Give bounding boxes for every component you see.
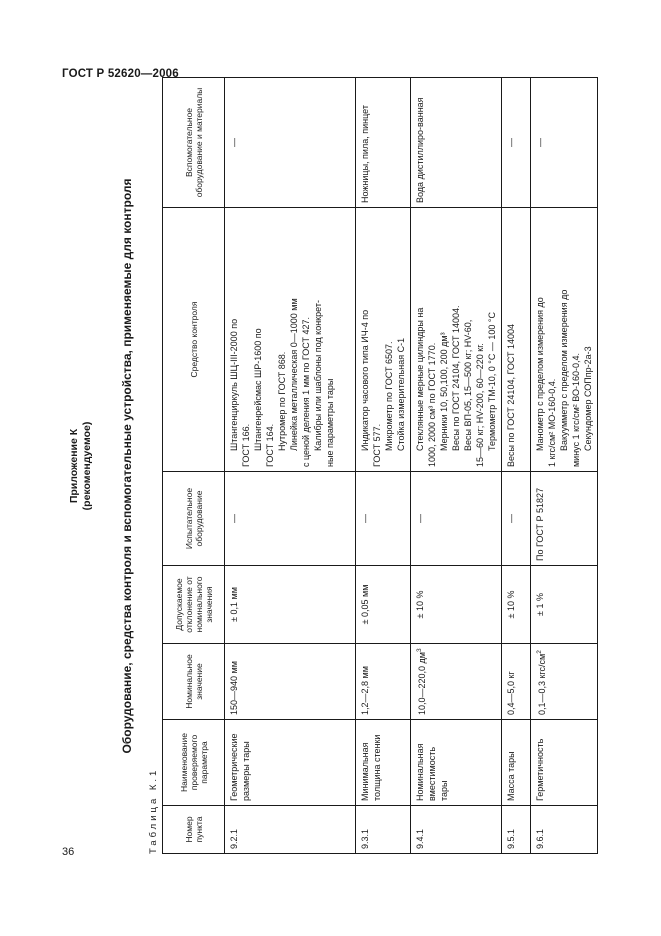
document-code: ГОСТ Р 52620—2006 — [62, 68, 179, 80]
cell-clause: 9.3.1 — [356, 806, 411, 854]
cell-nominal — [411, 644, 502, 720]
control-line: минус 1 кгс/см² ВО-160-0,4. — [571, 352, 581, 467]
cell-control-means — [225, 208, 356, 472]
cell-nominal: 1,2—2,8 мм — [356, 644, 411, 720]
cell-clause: 9.2.1 — [225, 806, 356, 854]
cell-clause: 9.6.1 — [531, 806, 598, 854]
cell-test-equipment: — — [356, 472, 411, 566]
nominal-value: 0,1—0,3 кгс/см — [537, 653, 547, 715]
table-header-row — [163, 78, 225, 854]
table-row — [502, 78, 531, 854]
cell-test-equipment: — — [225, 472, 356, 566]
nominal-superscript: 3 — [416, 648, 423, 653]
control-line: 1000, 2000 см³ по ГОСТ 1770. — [427, 342, 437, 467]
table-caption: Таблица К.1 — [148, 767, 159, 854]
table-row — [356, 78, 411, 854]
cell-test-equipment: — — [411, 472, 502, 566]
control-line: Весы ВП-05, 15—500 кг; HV-60, — [463, 319, 473, 451]
col-header-auxiliary: Вспомогательное оборудование и материалы — [163, 78, 225, 208]
control-line: Манометр с пределом измерения до — [535, 297, 545, 451]
cell-auxiliary: — — [502, 78, 531, 208]
cell-tolerance: ± 0,1 мм — [225, 566, 356, 644]
control-line: ГОСТ 577. — [372, 423, 382, 467]
control-line: Вакуумметр с пределом измерения до — [559, 289, 569, 451]
cell-tolerance: ± 10 % — [502, 566, 531, 644]
control-line: Весы по ГОСТ 24104, ГОСТ 14004 — [506, 323, 516, 467]
cell-parameter: Масса тары — [502, 720, 531, 806]
cell-test-equipment: — — [502, 472, 531, 566]
control-line: с ценой деления 1 мм по ГОСТ 427. — [301, 317, 311, 467]
cell-tolerance: ± 10 % — [411, 566, 502, 644]
col-header-clause: Номер пункта — [163, 806, 225, 854]
control-line: ГОСТ 166. — [241, 423, 251, 467]
page-number: 36 — [62, 846, 75, 858]
table-row — [225, 78, 356, 854]
col-header-tolerance: Допускаемое отклонение от номинального значения — [163, 566, 225, 644]
control-line: Линейка металлическая 0—1000 мм — [289, 298, 299, 451]
cell-control-means — [502, 208, 531, 472]
rotated-page-content — [62, 78, 593, 854]
col-header-nominal: Номинальное значение — [163, 644, 225, 720]
control-line: Штангенрейсмас ШР-1600 по — [253, 328, 263, 451]
cell-auxiliary: — — [225, 78, 356, 208]
cell-tolerance: ± 0,05 мм — [356, 566, 411, 644]
equipment-table — [162, 77, 598, 854]
col-header-parameter: Наименование проверяемого параметра — [163, 720, 225, 806]
cell-test-equipment: По ГОСТ Р 51827 — [531, 472, 598, 566]
table-row — [531, 78, 598, 854]
control-line: ГОСТ 164. — [265, 423, 275, 467]
cell-nominal — [531, 644, 598, 720]
cell-parameter: Герметичность — [531, 720, 598, 806]
control-line: Стеклянные мерные цилиндры на — [415, 307, 425, 451]
control-line: ные параметры тары — [325, 378, 335, 467]
control-line: Индикатор часового типа ИЧ-4 по — [360, 309, 370, 451]
cell-parameter: Геометрические размеры тары — [225, 720, 356, 806]
control-line: 1 кгс/см² МО-160-0,4. — [547, 378, 557, 467]
control-line: 15—60 кг; HV-200, 60—220 кг. — [475, 343, 485, 467]
cell-nominal: 0,4—5,0 кг — [502, 644, 531, 720]
col-header-test-equipment: Испытательное оборудование — [163, 472, 225, 566]
control-line: Секундомер СОПпр-2а-3 — [583, 346, 593, 451]
cell-auxiliary: — — [531, 78, 598, 208]
cell-control-means — [356, 208, 411, 472]
control-line: Мерники 10, 50,100, 200 дм³ — [439, 332, 449, 451]
control-line: Нутромер по ГОСТ 868. — [277, 351, 287, 451]
annex-heading: Оборудование, средства контроля и вспомогательные устройства, применяемые для контроля — [120, 178, 134, 754]
cell-control-means — [531, 208, 598, 472]
control-line: Стойка измерительная С-1 — [396, 337, 406, 451]
annex-subtitle: (рекомендуемое) — [81, 421, 93, 511]
cell-clause: 9.4.1 — [411, 806, 502, 854]
cell-tolerance: ± 1 % — [531, 566, 598, 644]
col-header-control-means: Средство контроля — [163, 208, 225, 472]
control-line: Микрометр по ГОСТ 6507. — [384, 341, 394, 451]
control-line: Весы по ГОСТ 24104, ГОСТ 14004. — [451, 305, 461, 451]
cell-parameter: Минимальная толщина стенки — [356, 720, 411, 806]
nominal-value: 10,0—220,0 дм — [417, 652, 427, 715]
cell-auxiliary: Ножницы, пила, пинцет — [356, 78, 411, 208]
cell-nominal: 150—940 мм — [225, 644, 356, 720]
table-row — [411, 78, 502, 854]
control-line: Термометр ТМ-10, 0 °С — 100 °С — [487, 312, 497, 451]
cell-control-means — [411, 208, 502, 472]
cell-auxiliary: Вода дистиллиро-ванная — [411, 78, 502, 208]
cell-clause: 9.5.1 — [502, 806, 531, 854]
control-line: Калибры или шаблоны под конкрет- — [313, 300, 323, 451]
annex-title: Приложение К — [68, 428, 80, 504]
control-line: Штангенциркуль ШЦ-III-2000 по — [229, 318, 239, 451]
cell-parameter: Номинальная вместимость тары — [411, 720, 502, 806]
nominal-superscript: 2 — [536, 650, 543, 654]
